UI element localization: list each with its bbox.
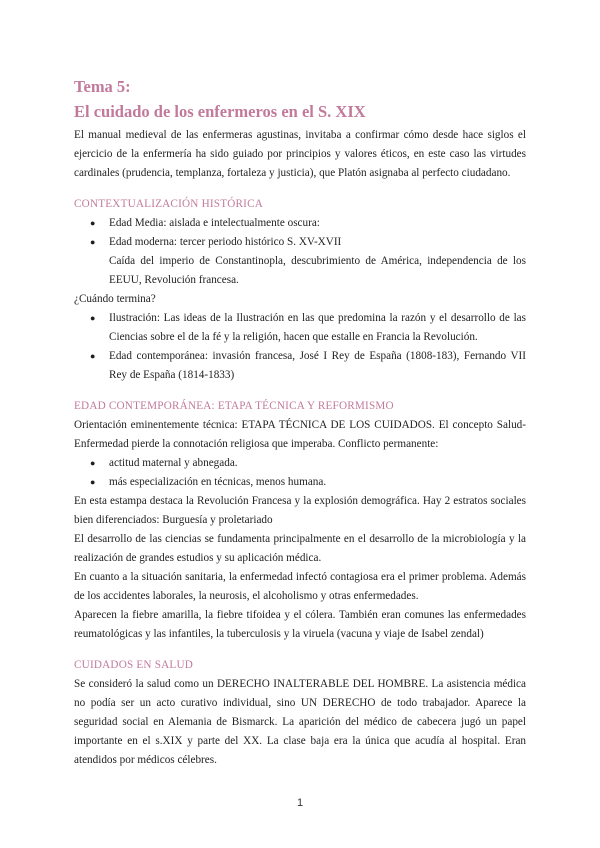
bullet-icon: ● [90, 351, 96, 361]
bullet-icon: ● [90, 313, 96, 323]
title-line-2: El cuidado de los enfermeros en el S. XIX [74, 102, 366, 121]
section-heading-health-care: CUIDADOS EN SALUD [74, 659, 194, 671]
page-number: 1 [296, 797, 304, 809]
historical-bullet-list [74, 214, 526, 290]
list-item: ● Ilustración: Las ideas de la Ilustración en las que predomina la razón y el desarrollo de las Ciencias sobre el de la fé y la religión, hacen que estalle en Francia la Revolución. [74, 309, 526, 347]
bullet-icon: ● [90, 458, 96, 468]
paragraph: Orientación eminentemente técnica: ETAPA TÉCNICA DE LOS CUIDADOS. El concepto Salud-Enfermedad pierde la connotación religiosa que imperaba. Conflicto permanente: [74, 419, 526, 450]
paragraph: En esta estampa destaca la Revolución Francesa y la explosión demográfica. Hay 2 estratos sociales bien diferenciados: Burguesía y proletariado [74, 495, 526, 526]
section-heading-historical-context: CONTEXTUALIZACIÓN HISTÓRICA [74, 198, 264, 210]
historical-bullet-list-2 [74, 309, 526, 385]
intro-paragraph: El manual medieval de las enfermeras agustinas, invitaba a confirmar cómo desde hace siglos el ejercicio de la enfermería ha sido guiado por principios y valores éticos, en este caso las virtudes cardinales (prudencia, templanza, fortaleza y justicia), que Platón asignaba al perfecto ciudadano. [74, 129, 526, 179]
section-heading-contemporary-age: EDAD CONTEMPORÁNEA: ETAPA TÉCNICA Y REFORMISMO [74, 400, 394, 412]
technical-bullet-list [74, 454, 526, 492]
paragraph: Aparecen la fiebre amarilla, la fiebre tifoidea y el cólera. También eran comunes las enfermedades reumatológicas y las infantiles, la tuberculosis y la viruela (vacuna y viaje de Isabel zendal) [74, 609, 526, 640]
list-item: ● Edad contemporánea: invasión francesa, José I Rey de España (1808-183), Fernando VII Rey de España (1814-1833) [74, 347, 526, 385]
paragraph: En cuanto a la situación sanitaria, la enfermedad infectó contagiosa era el primer problema. Además de los accidentes laborales, la neurosis, el alcoholismo y otras enfermedades. [74, 571, 526, 602]
list-item: ● más especialización en técnicas, menos humana. [74, 473, 526, 492]
list-item: ● Edad moderna: tercer periodo histórico S. XV-XVII [74, 233, 526, 252]
bullet-icon: ● [90, 477, 96, 487]
question-text: ¿Cuándo termina? [74, 293, 156, 305]
bullet-icon: ● [90, 218, 96, 228]
list-item: ● Edad Media: aislada e intelectualmente oscura: [74, 214, 526, 233]
paragraph: El desarrollo de las ciencias se fundamenta principalmente en el desarrollo de la microbiología y la realización de grandes estudios y su aplicación médica. [74, 533, 526, 564]
paragraph: Se consideró la salud como un DERECHO INALTERABLE DEL HOMBRE. La asistencia médica no podía ser un acto curativo individual, sino UN DERECHO de todo trabajador. Aparece la seguridad social en Alemania de Bismarck. La aparición del médico de cabecera jugó un papel importante en el s.XIX y parte del XX. La clase baja era la única que acudía al hospital. Eran atendidos por médicos célebres. [74, 678, 526, 766]
bullet-icon: ● [90, 237, 96, 247]
list-item-continuation: Caída del imperio de Constantinopla, descubrimiento de América, independencia de los EEUU, Revolución francesa. [109, 255, 526, 286]
list-item: ● actitud maternal y abnegada. [74, 454, 526, 473]
title-line-1: Tema 5: [74, 77, 131, 96]
page-content [74, 72, 526, 770]
